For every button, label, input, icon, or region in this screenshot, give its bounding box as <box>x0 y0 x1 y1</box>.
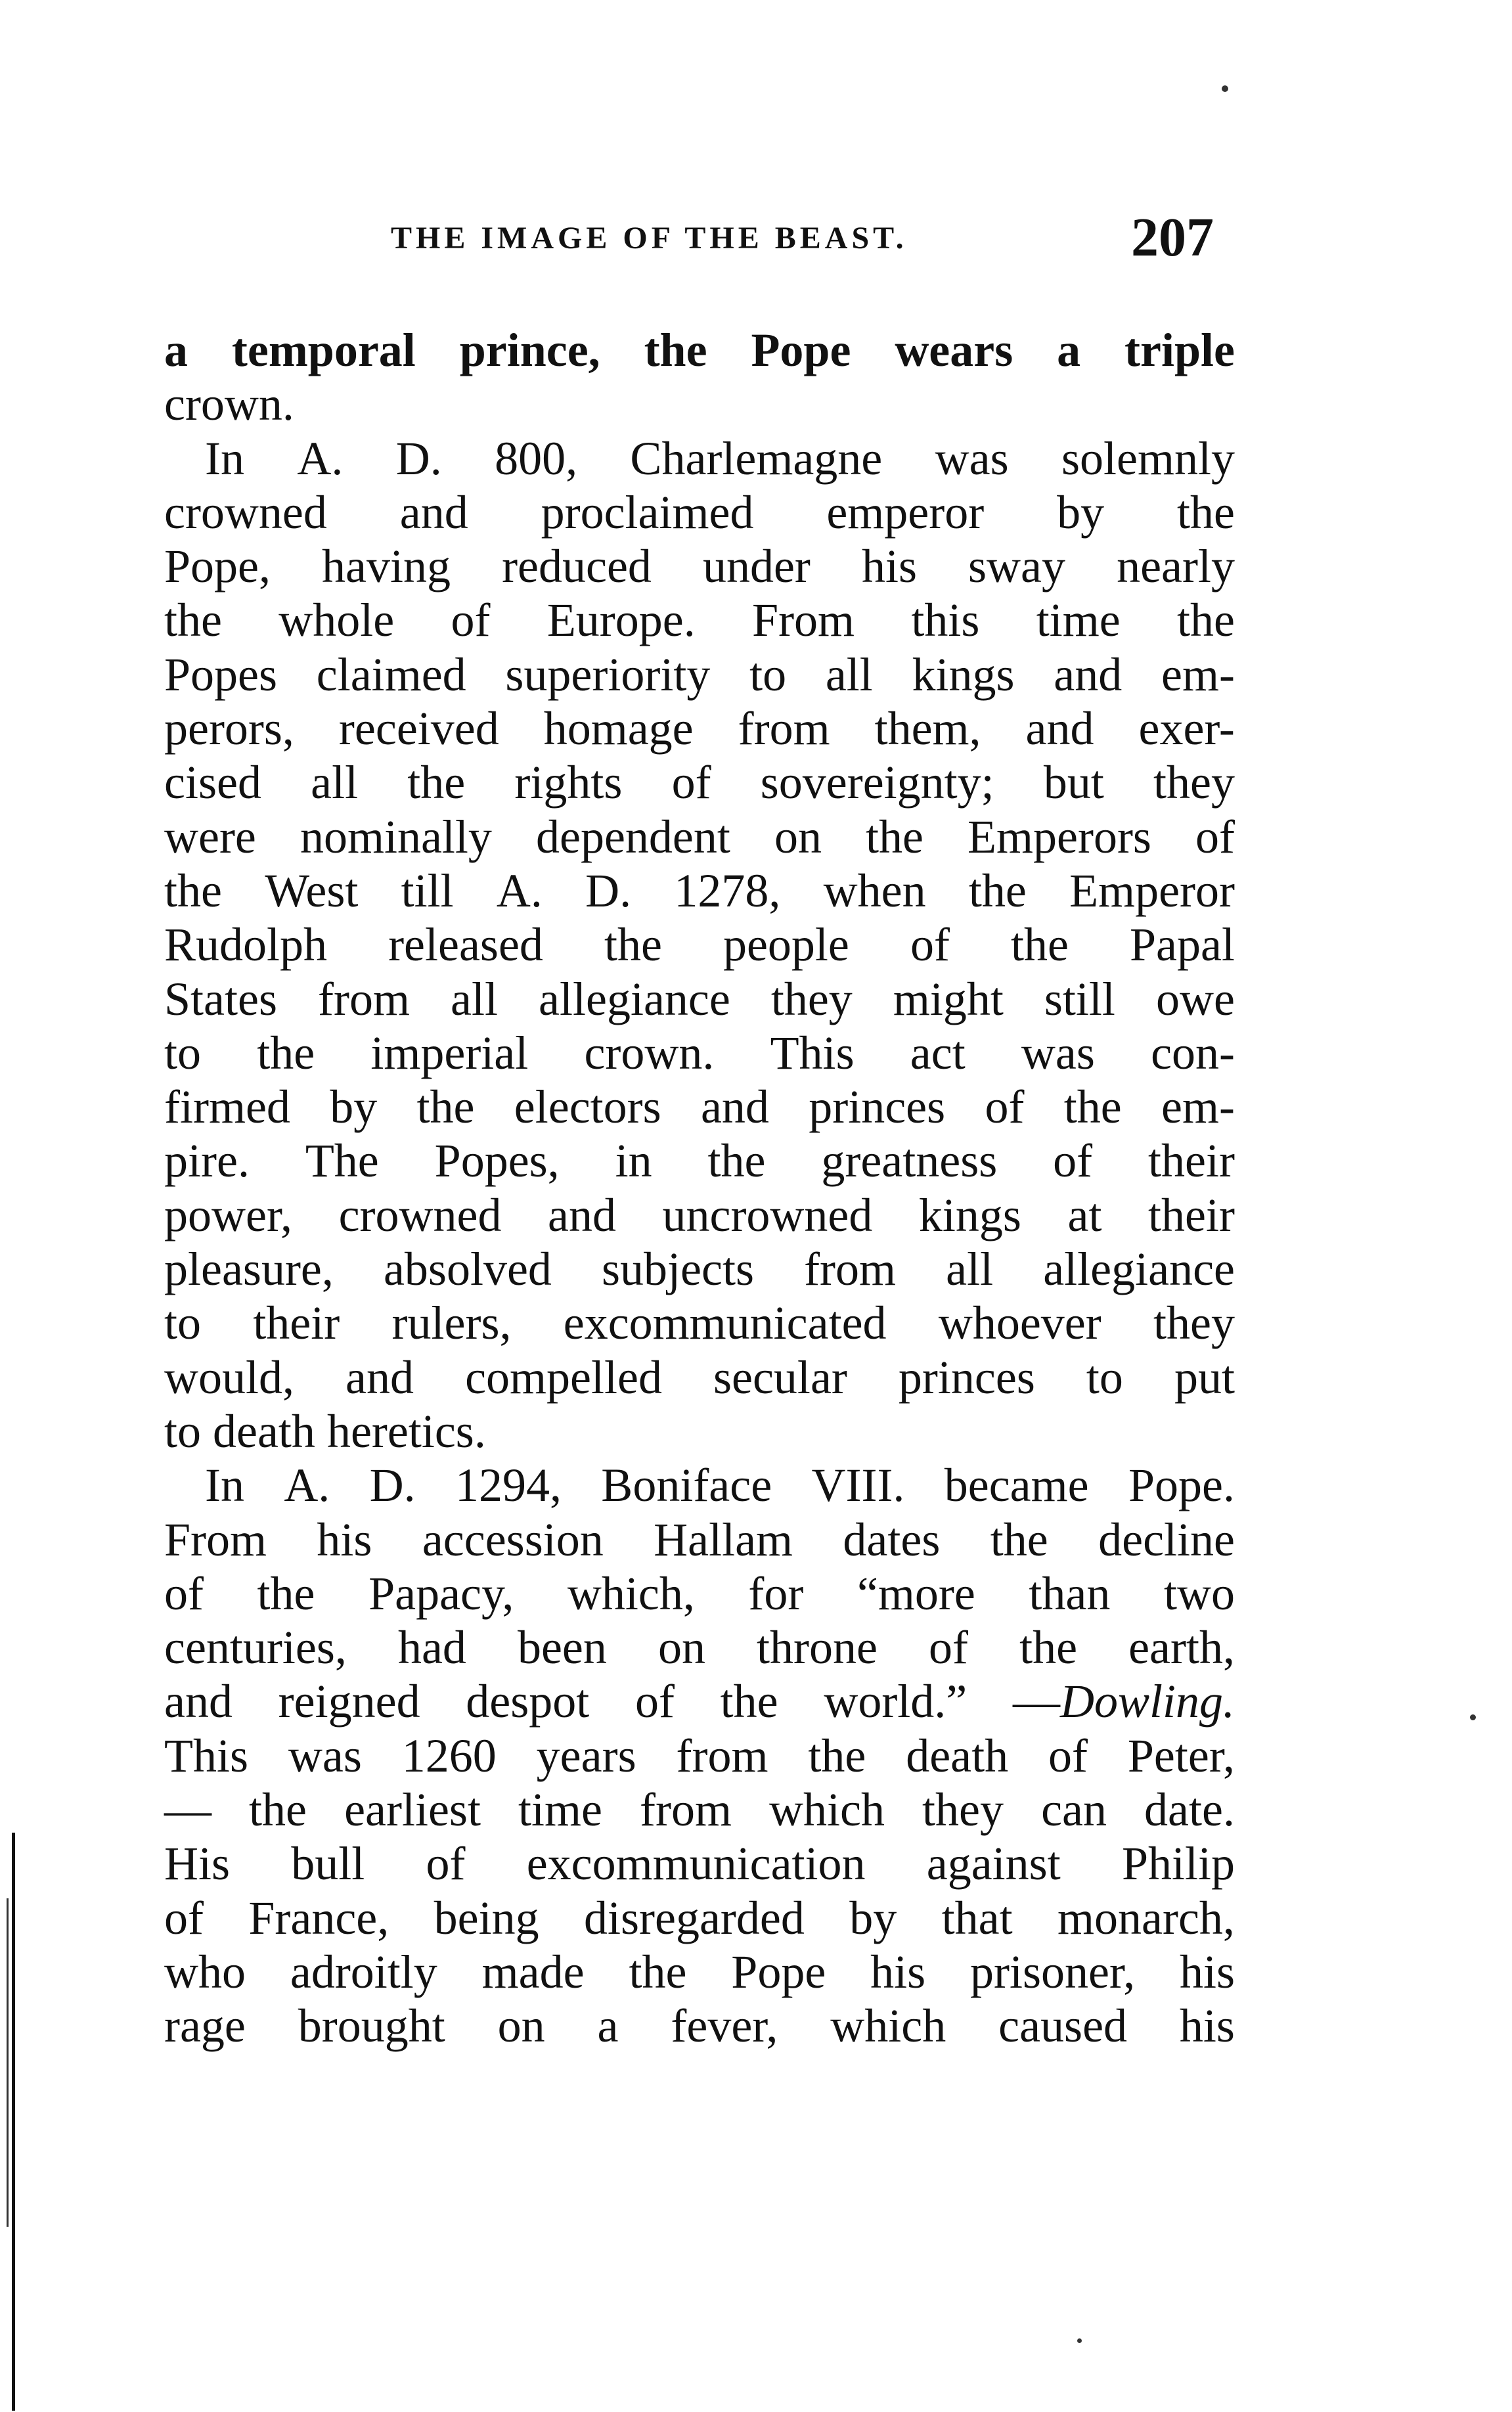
text-line: to the imperial crown. This act was con- <box>164 1026 1235 1079</box>
text-line: pire. The Popes, in the greatness of their <box>164 1134 1235 1188</box>
running-title: THE IMAGE OF THE BEAST. <box>391 221 908 256</box>
ink-speck <box>1077 2338 1082 2343</box>
text-line: the whole of Europe. From this time the <box>164 594 1235 647</box>
text-line: In A. D. 1294, Boniface VIII. became Pope. <box>205 1459 1235 1512</box>
text-line: Popes claimed superiority to all kings and em- <box>164 648 1235 701</box>
text-line: centuries, had been on throne of the earth, <box>164 1621 1235 1674</box>
text-line: would, and compelled secular princes to put <box>164 1351 1235 1404</box>
text-line: of France, being disregarded by that monarch, <box>164 1891 1235 1944</box>
text-line: who adroitly made the Pope his prisoner, his <box>164 1945 1235 1998</box>
margin-binding-mark <box>12 1833 15 2411</box>
text-line: cised all the rights of sovereignty; but they <box>164 756 1235 809</box>
text-line: Pope, having reduced under his sway nearly <box>164 540 1235 593</box>
text-line: and reigned despot of the world.” —Dowling. <box>164 1675 1235 1728</box>
text-line: This was 1260 years from the death of Peter, <box>164 1729 1235 1782</box>
text-line: States from all allegiance they might still owe <box>164 972 1235 1025</box>
body-text <box>164 323 1235 2053</box>
text-line: firmed by the electors and princes of the em- <box>164 1081 1235 1134</box>
text-line: a temporal prince, the Pope wears a triple <box>164 324 1235 376</box>
text-line: — the earliest time from which they can date. <box>164 1783 1235 1837</box>
text-line: were nominally dependent on the Emperors of <box>164 810 1235 863</box>
margin-binding-mark <box>7 1898 9 2227</box>
text-line: to their rulers, excommunicated whoever they <box>164 1297 1235 1350</box>
text-line: In A. D. 800, Charlemagne was solemnly <box>205 432 1235 485</box>
ink-speck <box>1222 85 1228 92</box>
text-line: From his accession Hallam dates the decline <box>164 1513 1235 1566</box>
text-line: the West till A. D. 1278, when the Emperor <box>164 864 1235 917</box>
ink-speck <box>1470 1714 1476 1720</box>
text-line: Rudolph released the people of the Papal <box>164 918 1235 972</box>
citation-author: Dowling. <box>1059 1675 1235 1728</box>
text-line: pleasure, absolved subjects from all allegiance <box>164 1243 1235 1296</box>
text-line: of the Papacy, which, for “more than two <box>164 1567 1235 1620</box>
text-line: rage brought on a fever, which caused his <box>164 1999 1235 2053</box>
page-number: 207 <box>1131 207 1214 268</box>
text-line: to death heretics. <box>164 1404 486 1458</box>
text-line: perors, received homage from them, and exer- <box>164 702 1235 755</box>
text-line: His bull of excommunication against Philip <box>164 1837 1235 1890</box>
text-line: power, crowned and uncrowned kings at their <box>164 1188 1235 1241</box>
text-line: crown. <box>164 378 294 431</box>
text-line: crowned and proclaimed emperor by the <box>164 485 1235 539</box>
